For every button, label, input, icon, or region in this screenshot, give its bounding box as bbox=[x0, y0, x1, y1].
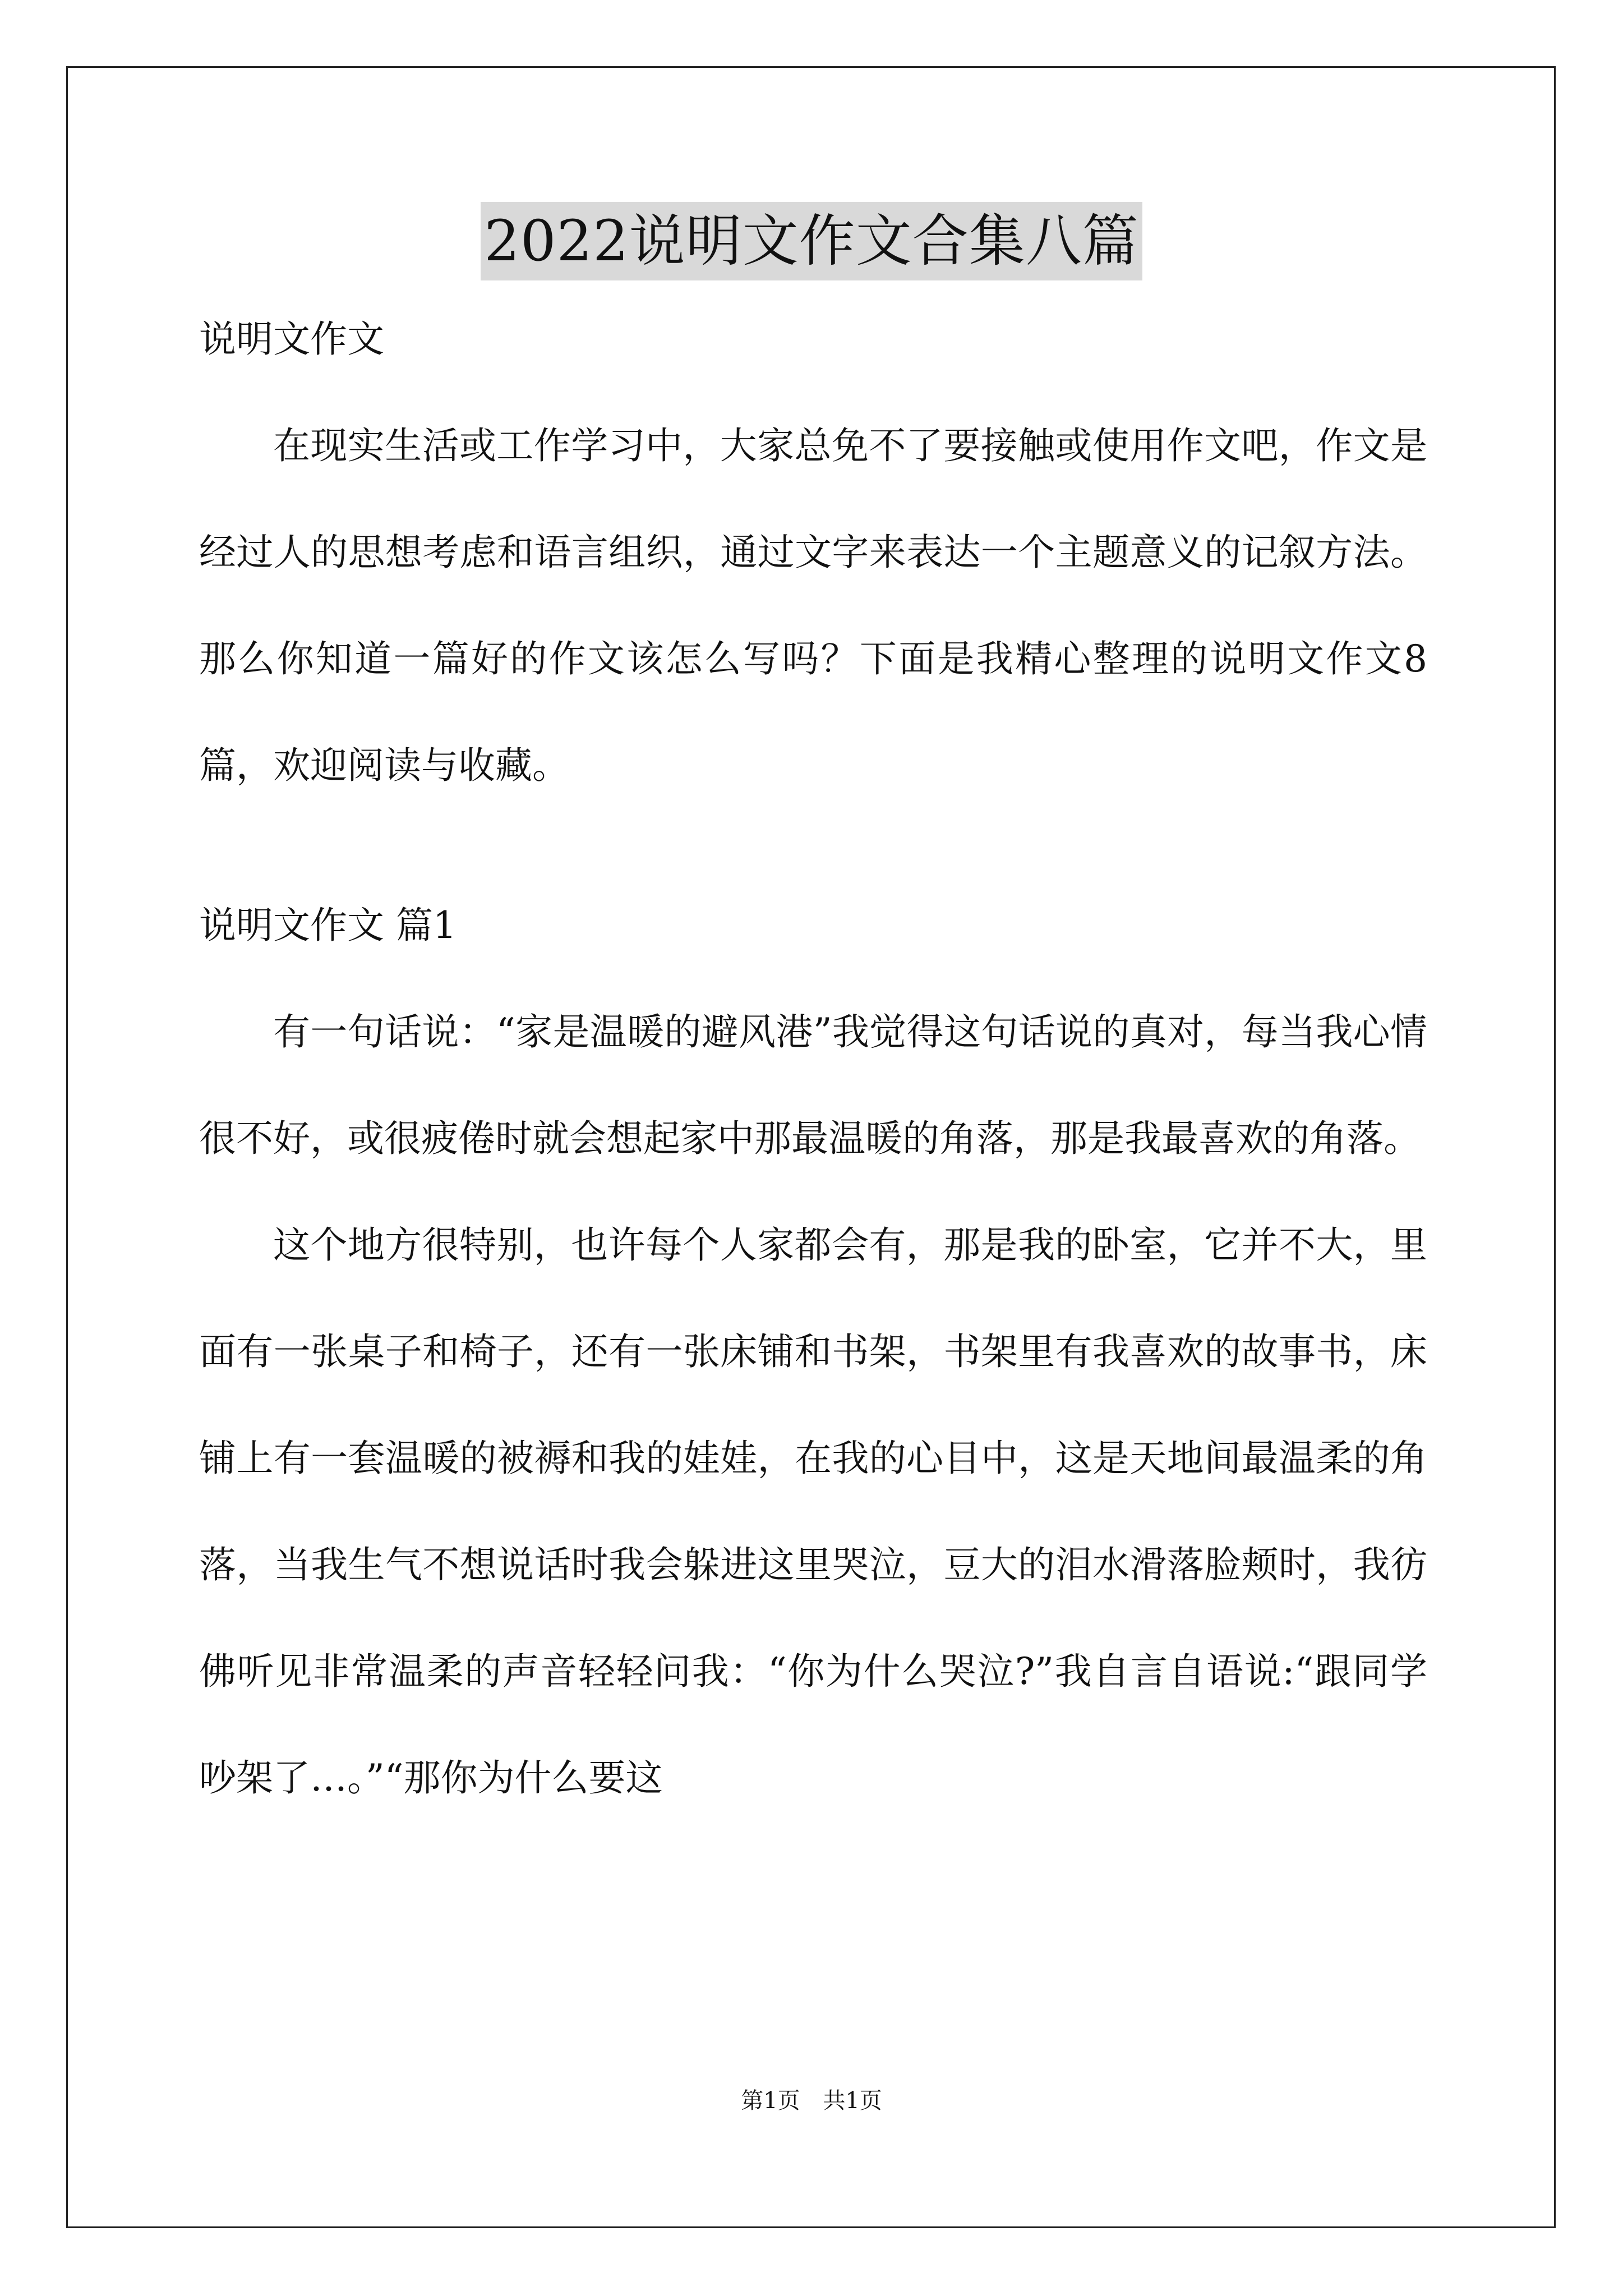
page-total: 共1页 bbox=[823, 2088, 882, 2114]
page-number: 第1页 bbox=[741, 2088, 800, 2114]
document-body bbox=[199, 286, 1427, 1832]
section-heading-intro: 说明文作文 bbox=[199, 318, 384, 361]
intro-paragraph: 在现实生活或工作学习中，大家总免不了要接触或使用作文吧，作文是经过人的思想考虑和语言组织，通过文字来表达一个主题意义的记叙方法。那么你知道一篇好的作文该怎么写吗？下面是我精心整理的说明文作文8篇，欢迎阅读与收藏。 bbox=[199, 424, 1427, 787]
title-container bbox=[0, 202, 1623, 280]
section-heading-1: 说明文作文 篇1 bbox=[199, 904, 457, 947]
paragraph: 有一句话说：“家是温暖的避风港”我觉得这句话说的真对，每当我心情很不好，或很疲倦时就会想起家中那最温暖的角落，那是我最喜欢的角落。 bbox=[199, 1010, 1427, 1160]
page-footer bbox=[0, 2084, 1623, 2118]
section-spacer bbox=[199, 819, 1427, 872]
paragraph: 这个地方很特别，也许每个人家都会有，那是我的卧室，它并不大，里面有一张桌子和椅子，还有一张床铺和书架，书架里有我喜欢的故事书，床铺上有一套温暖的被褥和我的娃娃，在我的心目中，这是天地间最温柔的角落，当我生气不想说话时我会躲进这里哭泣，豆大的泪水滑落脸颊时，我彷佛听见非常温柔的声音轻轻问我：“你为什么哭泣?”我自言自语说:“跟同学吵架了…。”“那你为什么要这 bbox=[199, 1223, 1427, 1800]
document-title: 2022说明文作文合集八篇 bbox=[481, 202, 1142, 280]
